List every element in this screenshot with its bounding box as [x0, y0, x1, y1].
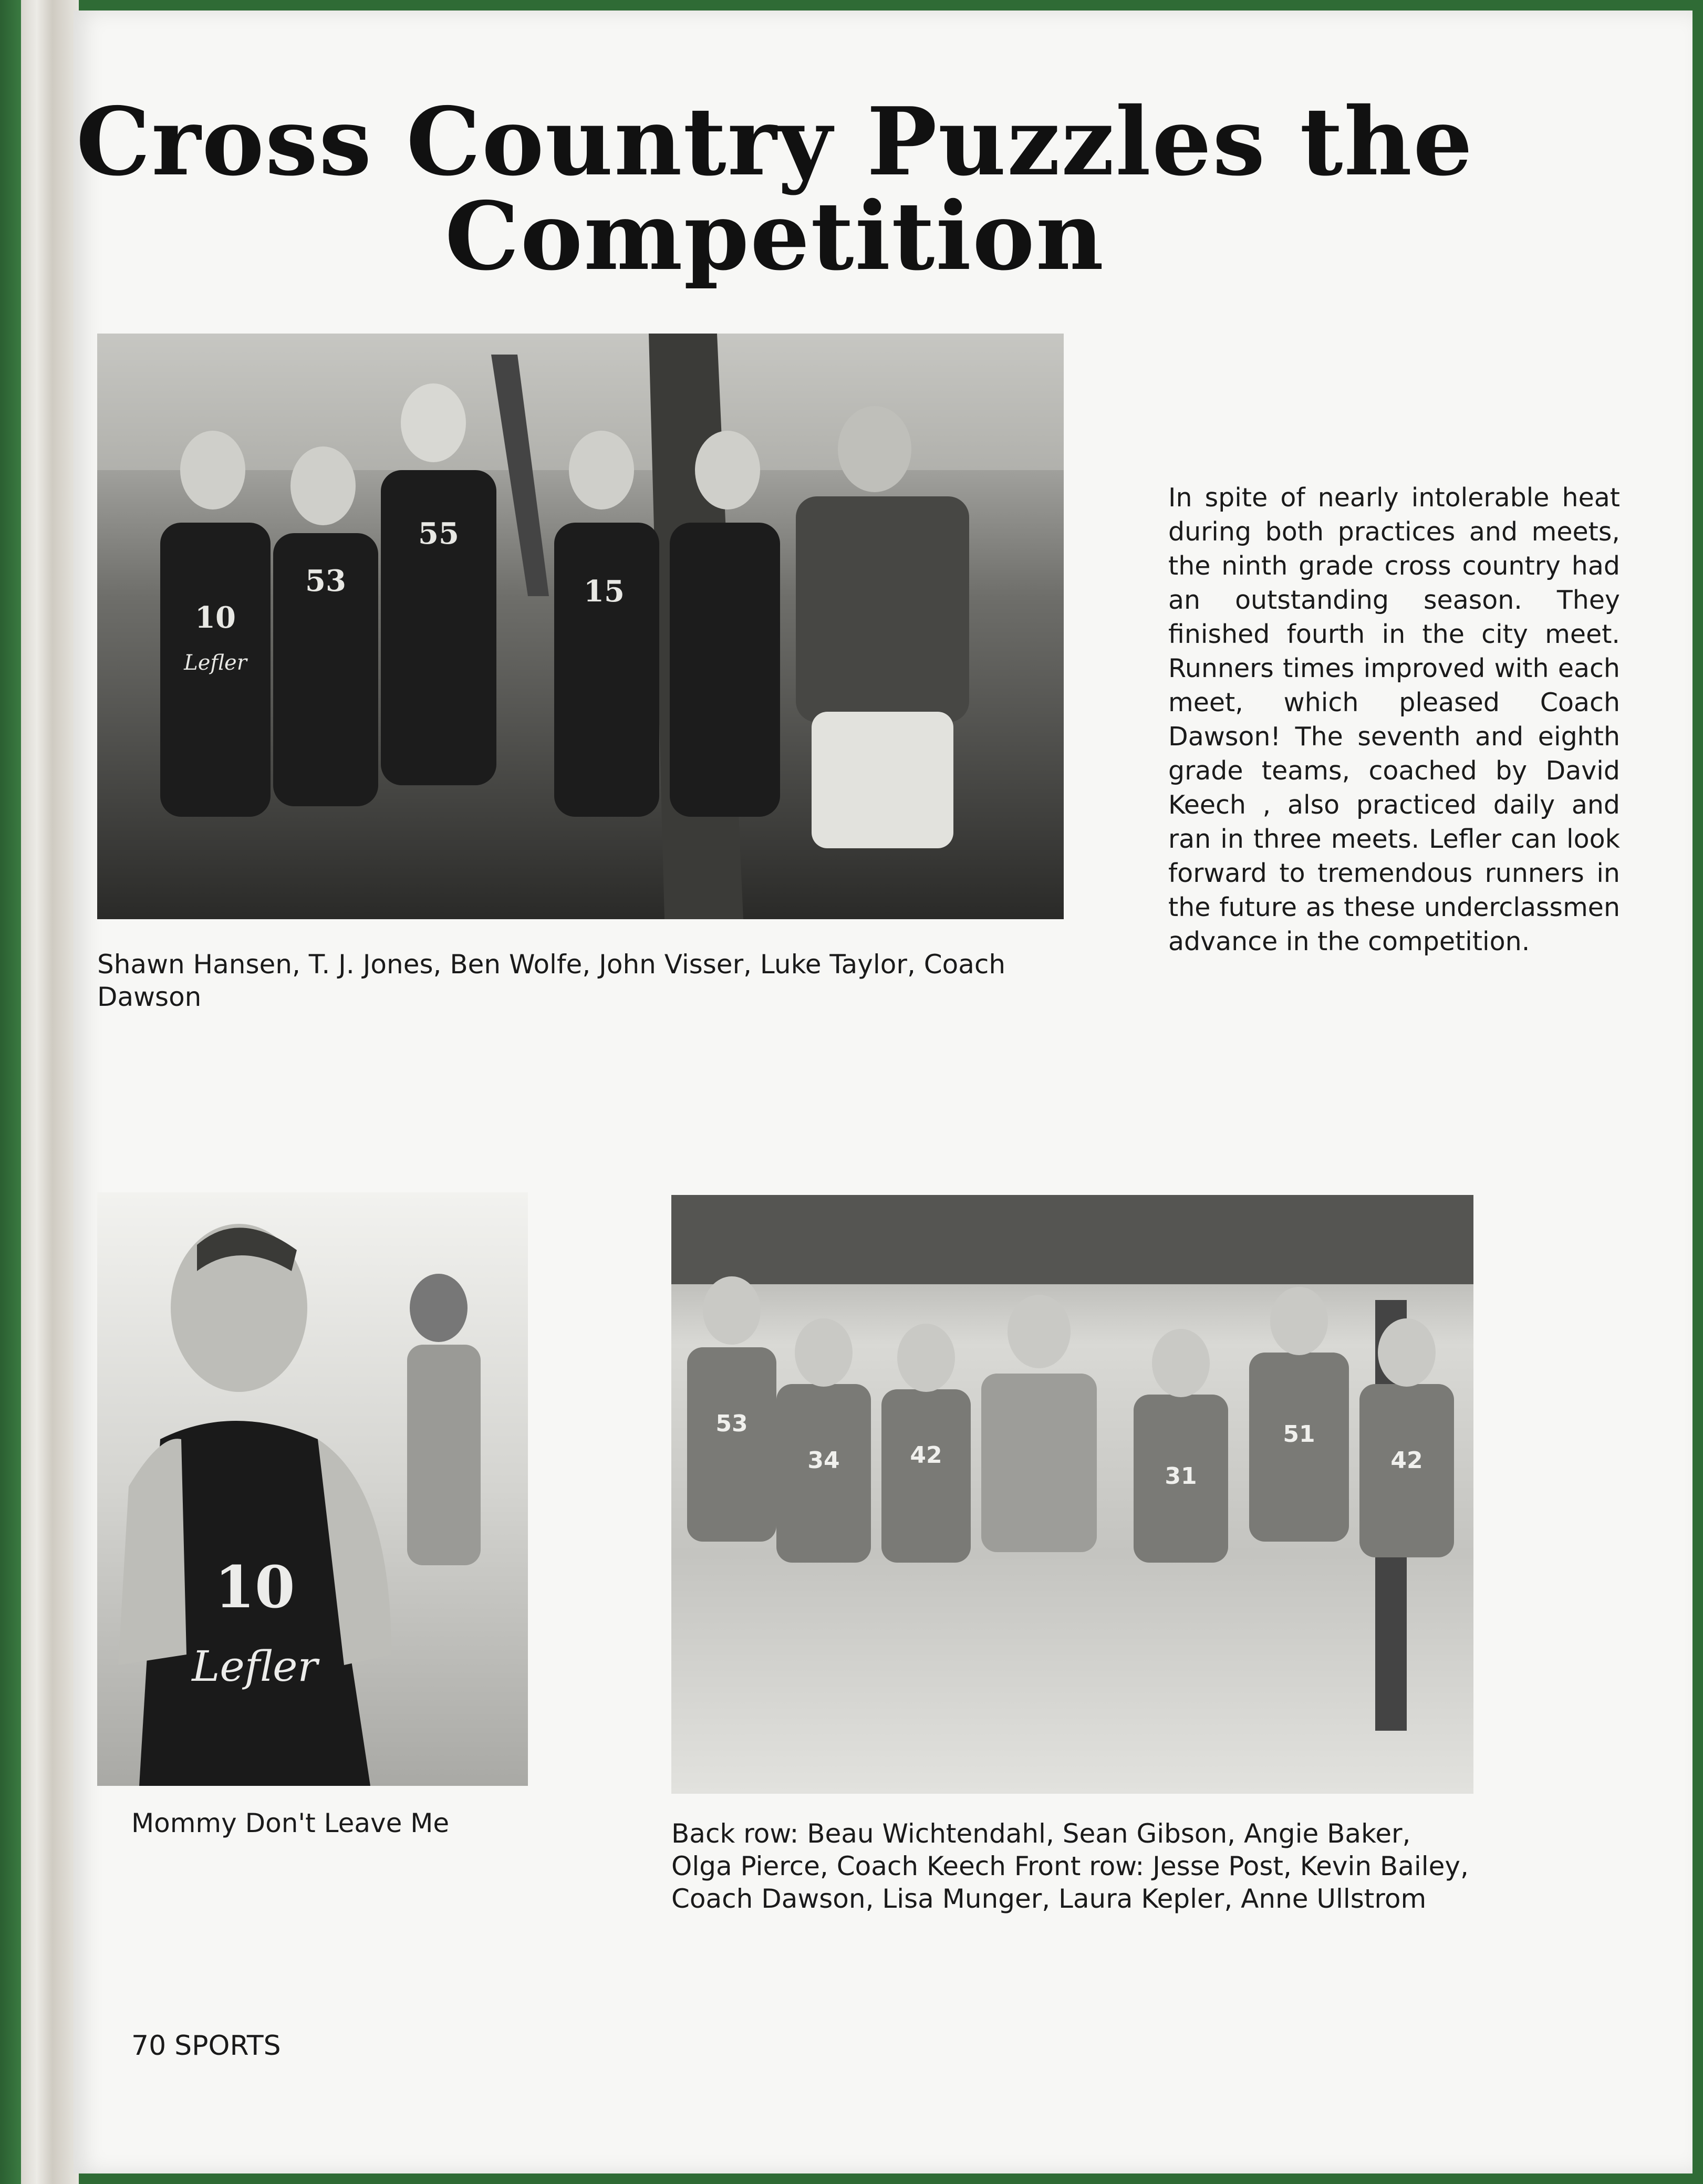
- jersey-number: 42: [910, 1442, 942, 1469]
- photo-caption-younger-grades: Back row: Beau Wichtendahl, Sean Gibson, Angie Baker, Olga Pierce, Coach Keech Front row: Jesse Post, Kevin Bailey, Coach Dawson, Lisa Munger, Laura Kepler, Anne Ullstrom: [671, 1818, 1469, 1914]
- page-folio: [131, 2030, 289, 2062]
- team-photo-ninth-grade: [97, 334, 1064, 919]
- jersey-number: 53: [715, 1410, 748, 1437]
- article-body: In spite of nearly intolerable heat during both practices and meets, the ninth grade cross country had an outstanding season. They finished fourth in the city meet. Runners times improved with each meet, which pleased Coach Dawson! The seventh and eighth grade teams, coached by David Keech , also practiced daily and ran in three meets. Lefler can look forward to tremendous runners in the future as these underclassmen advance in the competition.: [1168, 483, 1620, 956]
- jersey-number: 10: [195, 600, 236, 635]
- jersey-number: 34: [807, 1447, 840, 1474]
- jersey-text: Lefler: [184, 651, 247, 675]
- section-name: SPORTS: [174, 2030, 281, 2062]
- jersey-number: 55: [418, 516, 459, 551]
- page-headline: Cross Country Puzzles the Competition: [76, 87, 1474, 291]
- jersey-number: 42: [1390, 1447, 1423, 1474]
- jersey-text: Lefler: [192, 1642, 318, 1691]
- photo-caption-ninth-grade: Shawn Hansen, T. J. Jones, Ben Wolfe, John Visser, Luke Taylor, Coach Dawson: [97, 949, 1006, 1012]
- jersey-number: 31: [1165, 1463, 1197, 1490]
- runner-photo: [97, 1192, 528, 1786]
- jersey-number: 51: [1283, 1421, 1315, 1448]
- photo-caption-runner: Mommy Don't Leave Me: [131, 1808, 450, 1838]
- jersey-number: 10: [214, 1553, 295, 1621]
- jersey-number: 53: [305, 564, 346, 598]
- page-number: 70: [131, 2030, 167, 2062]
- team-photo-younger-grades: [671, 1195, 1473, 1794]
- book-spine-edge: [0, 0, 79, 2184]
- jersey-number: 15: [584, 574, 625, 609]
